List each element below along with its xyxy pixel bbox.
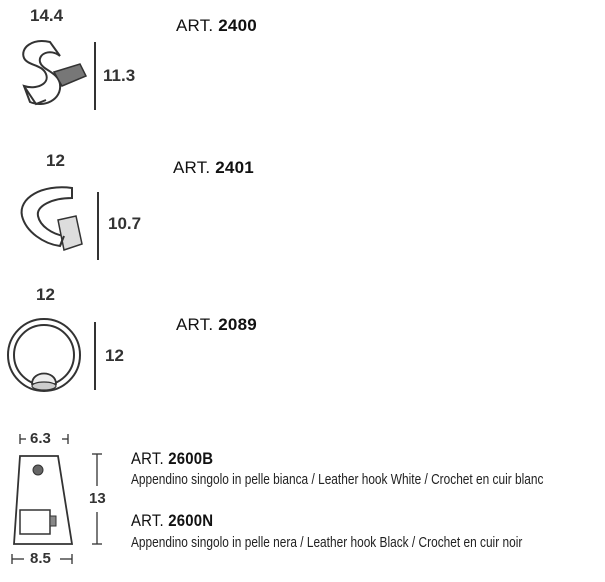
item-2089-height-line [94,322,96,390]
leather-white-title [131,449,213,469]
item-2401-width: 12 [46,151,65,170]
ring-hook-icon [4,314,84,396]
item-2089-title [176,315,257,335]
leather-black-title [131,511,213,531]
item-2401-height: 10.7 [108,214,142,233]
item-2089-height: 12 [105,346,124,365]
art-label: ART. [131,511,164,530]
item-2400-width: 14.4 [30,6,64,25]
item-2401-height-line [97,192,99,260]
leather-top-width: 6.3 [30,430,51,447]
leather-hook-icon [10,452,80,548]
art-number: 2401 [215,158,254,177]
leather-black-description: Appendino singolo in pelle nera / Leather hook Black / Crochet en cuir noir [131,535,523,551]
item-2400-height-line [94,42,96,110]
leather-height: 13 [89,490,106,507]
art-label: ART. [131,449,164,468]
art-number: 2600N [168,511,214,530]
item-2400-height: 11.3 [103,66,136,85]
art-number: 2400 [218,16,257,35]
leather-bottom-width: 8.5 [30,550,51,567]
item-2400-title [176,16,257,36]
art-label: ART. [176,16,214,35]
art-number: 2089 [218,315,257,334]
s-hook-icon [10,34,90,114]
item-2401-title [173,158,254,178]
leather-white-description: Appendino singolo in pelle bianca / Leather hook White / Crochet en cuir blanc [131,472,544,488]
curved-hook-icon [12,182,92,262]
art-label: ART. [173,158,211,177]
item-2089-width: 12 [36,285,55,304]
art-label: ART. [176,315,214,334]
art-number: 2600B [168,449,214,468]
